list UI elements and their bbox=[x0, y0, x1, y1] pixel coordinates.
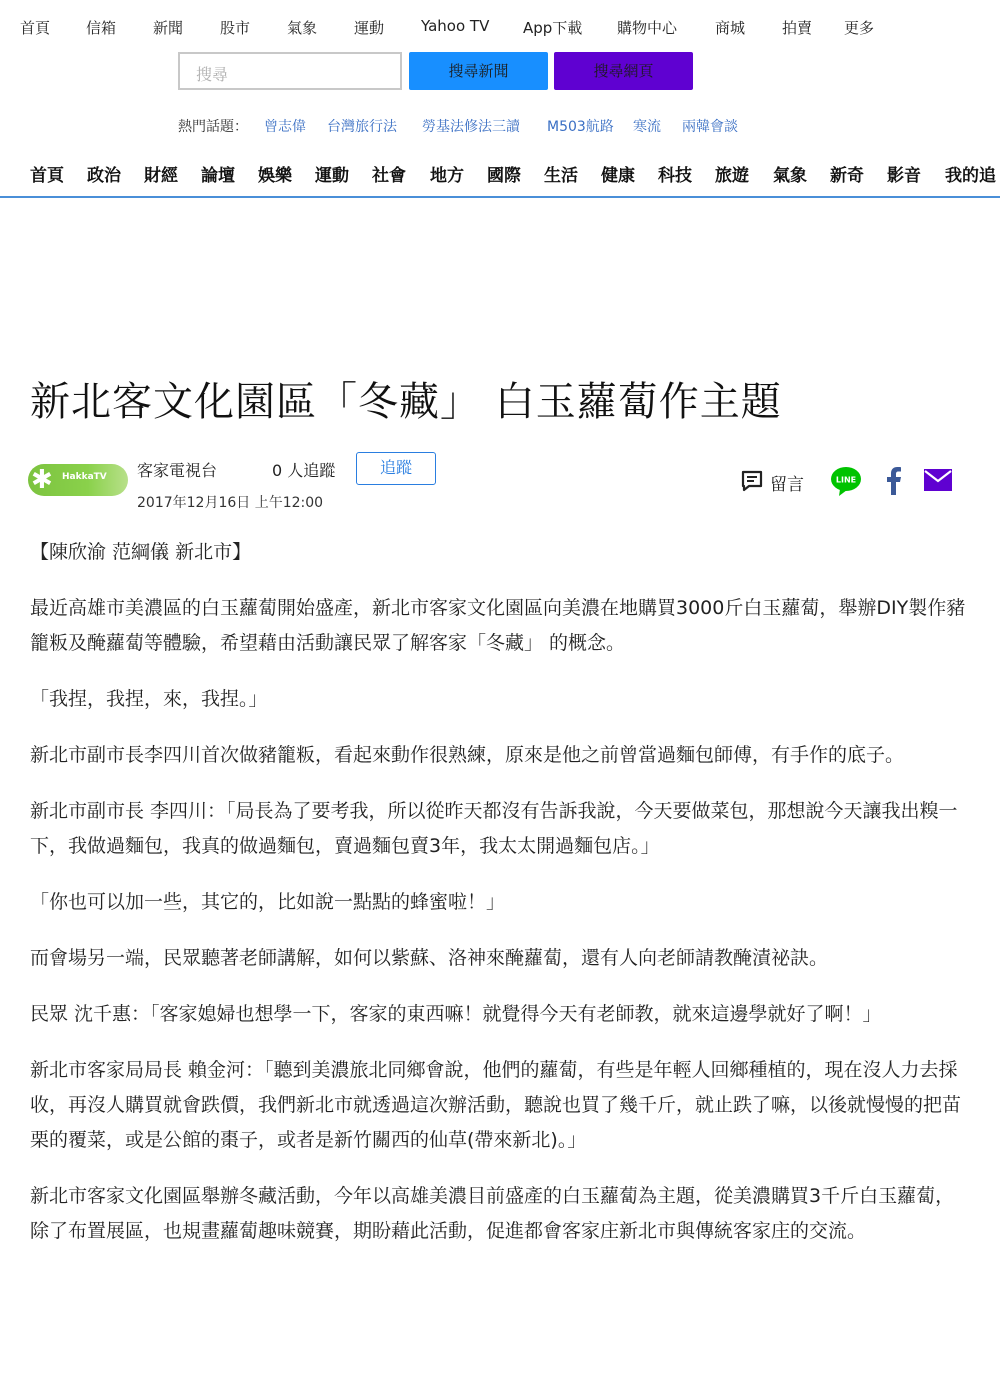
provider-logo[interactable] bbox=[28, 464, 128, 496]
provider-name[interactable]: 客家電視台 bbox=[137, 461, 218, 480]
category-tab-my-follow[interactable]: 我的追 bbox=[945, 166, 996, 186]
article-paragraph: 民眾 沈千惠：「客家媳婦也想學一下，客家的東西嘛！就覺得今天有老師教，就來這邊學就好了啊！」 bbox=[30, 1003, 882, 1025]
category-tab-finance[interactable]: 財經 bbox=[144, 166, 178, 186]
hakka-logo-icon: ✱ bbox=[31, 465, 53, 495]
category-tab-international[interactable]: 國際 bbox=[487, 166, 521, 186]
mail-share-icon[interactable] bbox=[924, 469, 952, 491]
article-paragraph: 新北市客家局局長 賴金河：「聽到美濃旅北同鄉會說，他們的蘿蔔，有些是年輕人回鄉種植的，現在沒人力去採收，再沒人購買就會跌價，我們新北市就透過這次辦活動，聽說也買了幾千斤，就止跌了嘛，以後就慢慢的把苗栗的覆菜，或是公館的棗子，或者是新竹關西的仙草(帶來新北)。」 bbox=[30, 1059, 962, 1151]
article-paragraph: 最近高雄市美濃區的白玉蘿蔔開始盛產，新北市客家文化園區向美濃在地購買3000斤白玉蘿蔔，舉辦DIY製作豬籠粄及醃蘿蔔等體驗，希望藉由活動讓民眾了解客家「冬藏」 的概念。 bbox=[30, 597, 966, 654]
article-paragraph: 新北市副市長李四川首次做豬籠粄，看起來動作很熟練，原來是他之前曾當過麵包師傅，有手作的底子。 bbox=[30, 744, 905, 766]
category-tab-forum[interactable]: 論壇 bbox=[201, 166, 235, 186]
top-nav-item-home[interactable]: 首頁 bbox=[20, 19, 51, 37]
top-nav-item-shopping[interactable]: 購物中心 bbox=[617, 19, 678, 37]
comment-icon[interactable] bbox=[740, 469, 764, 493]
search-news-button[interactable]: 搜尋新聞 bbox=[409, 52, 548, 90]
article-body bbox=[30, 535, 970, 1270]
category-tab-society[interactable]: 社會 bbox=[372, 166, 406, 186]
publish-date: 2017年12月16日 上午12:00 bbox=[137, 495, 324, 511]
hot-topic-link[interactable]: 勞基法修法三讀 bbox=[422, 119, 520, 135]
category-tab-odd-news[interactable]: 新奇 bbox=[830, 166, 864, 186]
top-nav-item-mail[interactable]: 信箱 bbox=[86, 19, 117, 37]
top-nav bbox=[0, 0, 1000, 50]
article-title: 新北客文化園區「冬藏」 白玉蘿蔔作主題 bbox=[30, 379, 782, 425]
category-tab-sports[interactable]: 運動 bbox=[315, 166, 349, 186]
category-tab-home[interactable]: 首頁 bbox=[30, 166, 64, 186]
article-paragraph: 而會場另一端，民眾聽著老師講解，如何以紫蘇、洛神來醃蘿蔔，還有人向老師請教醃漬祕訣。 bbox=[30, 947, 829, 969]
search-web-button[interactable]: 搜尋網頁 bbox=[554, 52, 693, 90]
category-tab-video[interactable]: 影音 bbox=[887, 166, 921, 186]
top-nav-item-sports[interactable]: 運動 bbox=[354, 19, 385, 37]
category-tab-health[interactable]: 健康 bbox=[601, 166, 635, 186]
top-nav-item-app-download[interactable]: App下載 bbox=[523, 19, 583, 37]
hot-topic-link[interactable]: 寒流 bbox=[633, 119, 661, 135]
top-nav-item-news[interactable]: 新聞 bbox=[153, 19, 184, 37]
hot-topic-link[interactable]: 曾志偉 bbox=[264, 119, 306, 135]
svg-text:LINE: LINE bbox=[835, 475, 857, 485]
follow-button[interactable]: 追蹤 bbox=[356, 452, 436, 485]
category-tab-politics[interactable]: 政治 bbox=[87, 166, 121, 186]
hot-topic-link[interactable]: 兩韓會談 bbox=[682, 119, 738, 135]
article-paragraph: 【陳欣渝 范綱儀 新北市】 bbox=[30, 541, 252, 563]
category-tab-life[interactable]: 生活 bbox=[544, 166, 578, 186]
search-input[interactable]: 搜尋 bbox=[178, 52, 402, 90]
facebook-share-icon[interactable] bbox=[883, 465, 903, 495]
category-tab-tech[interactable]: 科技 bbox=[658, 166, 692, 186]
article-paragraph: 新北市副市長 李四川：「局長為了要考我，所以從昨天都沒有告訴我說，今天要做菜包，那想說今天讓我出糗一下，我做過麵包，我真的做過麵包，賣過麵包賣3年，我太太開過麵包店。」 bbox=[30, 800, 958, 857]
category-tab-travel[interactable]: 旅遊 bbox=[715, 166, 749, 186]
logo-text: HakkaTV bbox=[62, 472, 107, 482]
category-tab-local[interactable]: 地方 bbox=[430, 166, 464, 186]
top-nav-item-auction[interactable]: 拍賣 bbox=[782, 19, 813, 37]
article-paragraph: 新北市客家文化園區舉辦冬藏活動，今年以高雄美濃目前盛產的白玉蘿蔔為主題，從美濃購買3千斤白玉蘿蔔，除了布置展區，也規畫蘿蔔趣味競賽，期盼藉此活動，促進都會客家庄新北市與傳統客家庄的交流。 bbox=[30, 1185, 955, 1242]
hot-topics-label: 熱門話題： bbox=[178, 119, 248, 135]
category-nav bbox=[0, 150, 1000, 198]
category-tab-entertainment[interactable]: 娛樂 bbox=[258, 166, 292, 186]
line-share-icon[interactable] bbox=[830, 465, 862, 497]
article-paragraph: 「我捏，我捏，來，我捏。」 bbox=[30, 688, 268, 710]
category-tab-weather[interactable]: 氣象 bbox=[773, 166, 807, 186]
follower-count: 0 人追蹤 bbox=[272, 461, 336, 480]
top-nav-item-mall[interactable]: 商城 bbox=[715, 19, 746, 37]
top-nav-item-stocks[interactable]: 股市 bbox=[220, 19, 251, 37]
article-paragraph: 「你也可以加一些，其它的，比如說一點點的蜂蜜啦！」 bbox=[30, 891, 506, 913]
top-nav-item-more[interactable]: 更多 bbox=[844, 19, 875, 37]
top-nav-item-weather[interactable]: 氣象 bbox=[287, 19, 318, 37]
comment-label[interactable]: 留言 bbox=[770, 475, 804, 495]
top-nav-item-yahoo-tv[interactable]: Yahoo TV bbox=[421, 17, 490, 35]
hot-topic-link[interactable]: M503航路 bbox=[547, 119, 614, 135]
hot-topic-link[interactable]: 台灣旅行法 bbox=[327, 119, 397, 135]
